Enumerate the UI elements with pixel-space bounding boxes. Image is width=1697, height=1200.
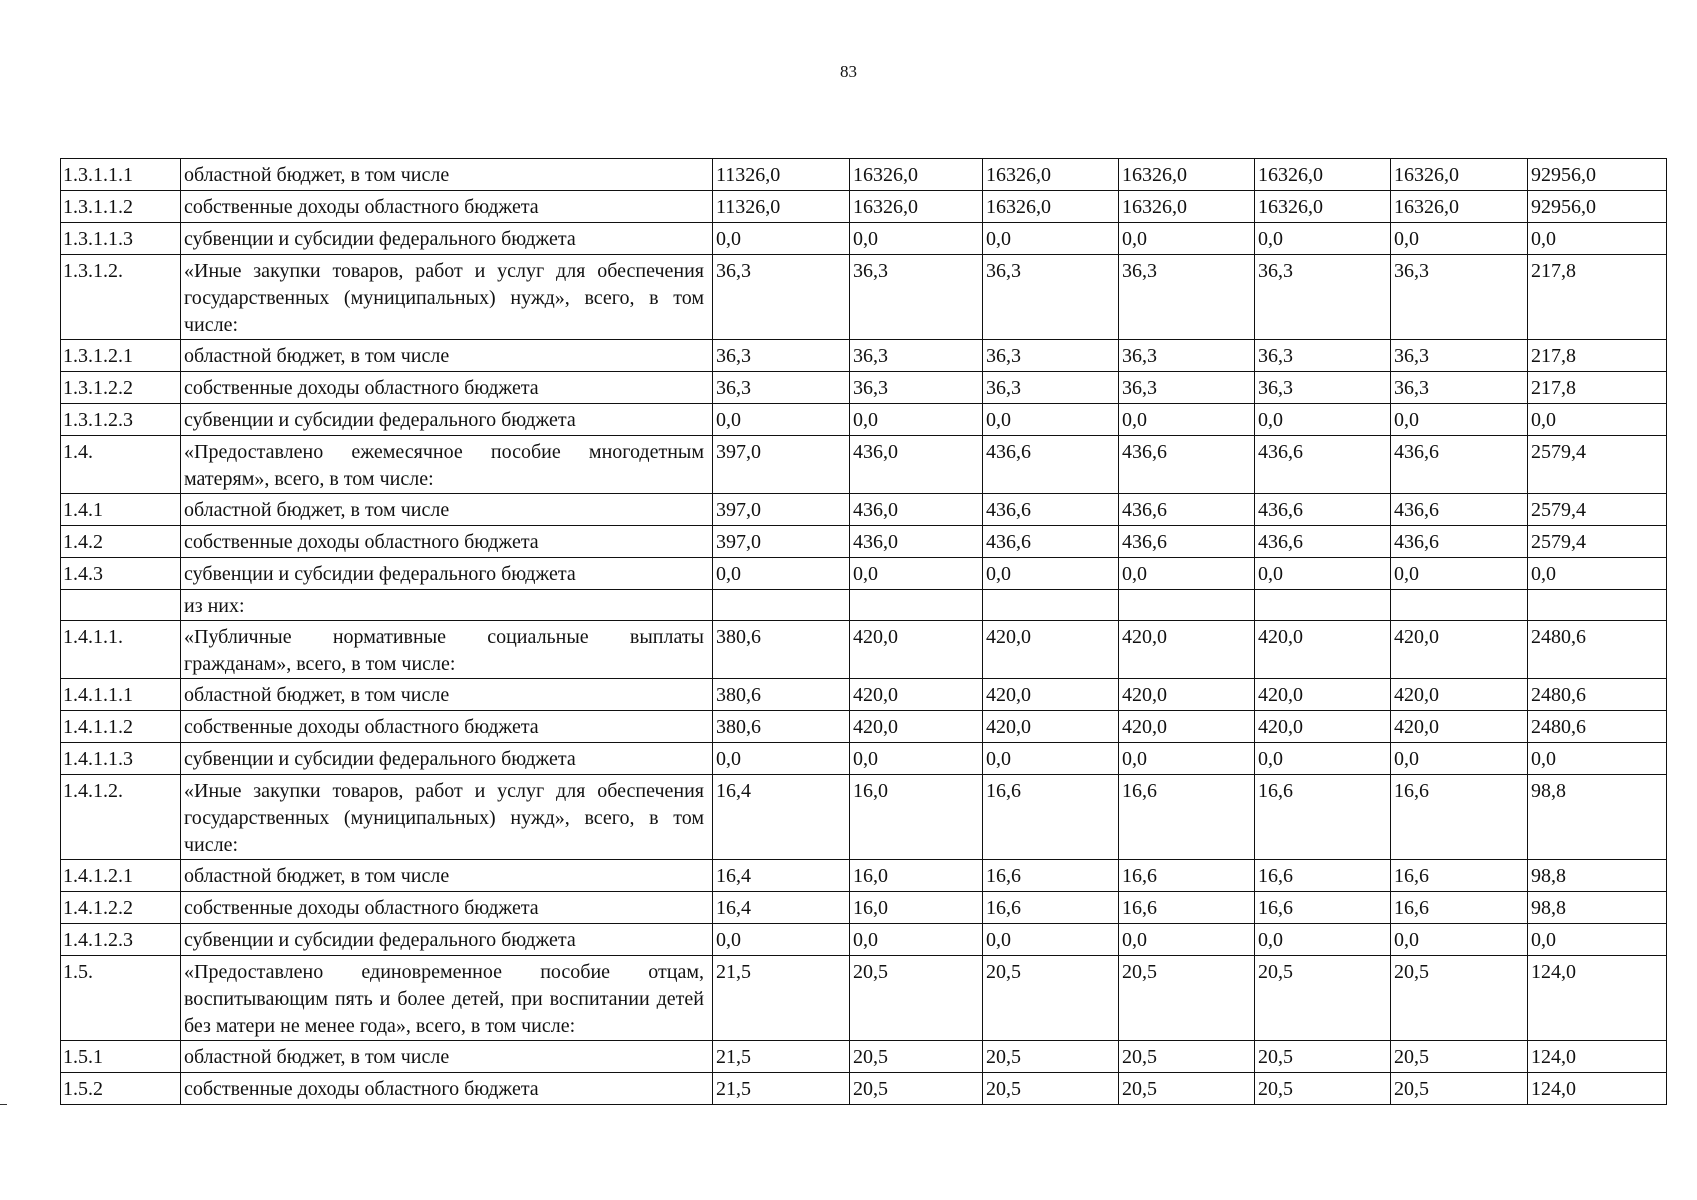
value-cell: 436,6: [1391, 526, 1528, 558]
value-cell: 0,0: [1528, 404, 1667, 436]
value-cell: 16,6: [1255, 860, 1391, 892]
value-cell: 420,0: [1255, 621, 1391, 679]
value-cell: 36,3: [713, 372, 850, 404]
value-cell: 11326,0: [713, 159, 850, 191]
table-row: [61, 679, 1667, 711]
value-cell: 36,3: [1391, 255, 1528, 340]
value-cell: 0,0: [1119, 924, 1255, 956]
value-cell: 20,5: [983, 1041, 1119, 1073]
value-cell: 0,0: [1391, 924, 1528, 956]
row-code: 1.4.1: [61, 494, 181, 526]
value-cell: 0,0: [1255, 558, 1391, 590]
value-cell: 36,3: [713, 340, 850, 372]
table-row: [61, 255, 1667, 340]
row-description: «Иные закупки товаров, работ и услуг для обеспечения государственных (муниципальных) нужд», всего, в том числе:: [181, 775, 713, 860]
value-cell: 0,0: [983, 223, 1119, 255]
value-cell: 0,0: [983, 924, 1119, 956]
value-cell: 16326,0: [1255, 191, 1391, 223]
value-cell: 2579,4: [1528, 436, 1667, 494]
value-cell: 16,6: [983, 892, 1119, 924]
value-cell: 436,6: [1255, 526, 1391, 558]
value-cell: 2579,4: [1528, 494, 1667, 526]
row-code: 1.3.1.1.1: [61, 159, 181, 191]
value-cell: 2480,6: [1528, 621, 1667, 679]
value-cell: 420,0: [983, 679, 1119, 711]
value-cell: 20,5: [850, 1041, 983, 1073]
value-cell: 0,0: [1391, 743, 1528, 775]
value-cell: 20,5: [850, 1073, 983, 1105]
value-cell: 92956,0: [1528, 159, 1667, 191]
row-description: субвенции и субсидии федерального бюджета: [181, 743, 713, 775]
value-cell: 0,0: [1528, 223, 1667, 255]
value-cell: 98,8: [1528, 860, 1667, 892]
row-code: 1.4.: [61, 436, 181, 494]
row-description: из них:: [181, 590, 713, 621]
value-cell: 16,6: [1391, 775, 1528, 860]
value-cell: 0,0: [1119, 743, 1255, 775]
value-cell: 380,6: [713, 679, 850, 711]
table-row: [61, 775, 1667, 860]
value-cell: 420,0: [850, 711, 983, 743]
value-cell: 0,0: [713, 558, 850, 590]
value-cell: 16326,0: [1391, 159, 1528, 191]
value-cell: 0,0: [1391, 404, 1528, 436]
row-code: 1.3.1.1.2: [61, 191, 181, 223]
row-description: «Публичные нормативные социальные выплаты гражданам», всего, в том числе:: [181, 621, 713, 679]
value-cell: [1528, 590, 1667, 621]
table-row: [61, 711, 1667, 743]
value-cell: 436,6: [1119, 526, 1255, 558]
table-row: [61, 892, 1667, 924]
value-cell: 21,5: [713, 1041, 850, 1073]
value-cell: 16326,0: [983, 191, 1119, 223]
value-cell: 0,0: [1119, 404, 1255, 436]
row-code: 1.4.1.1.2: [61, 711, 181, 743]
value-cell: 16326,0: [1391, 191, 1528, 223]
value-cell: 2480,6: [1528, 711, 1667, 743]
row-code: 1.4.1.1.1: [61, 679, 181, 711]
table-row: [61, 621, 1667, 679]
row-code: 1.4.3: [61, 558, 181, 590]
row-code: 1.4.2: [61, 526, 181, 558]
table-row: [61, 1041, 1667, 1073]
row-code: 1.3.1.1.3: [61, 223, 181, 255]
row-code: 1.3.1.2.: [61, 255, 181, 340]
value-cell: 420,0: [1391, 679, 1528, 711]
row-description: субвенции и субсидии федерального бюджета: [181, 404, 713, 436]
row-code: 1.4.1.1.: [61, 621, 181, 679]
value-cell: 36,3: [713, 255, 850, 340]
row-description: собственные доходы областного бюджета: [181, 892, 713, 924]
value-cell: 20,5: [1255, 956, 1391, 1041]
value-cell: 16,6: [1255, 892, 1391, 924]
value-cell: 36,3: [983, 372, 1119, 404]
value-cell: 0,0: [850, 223, 983, 255]
value-cell: 20,5: [983, 1073, 1119, 1105]
value-cell: 436,6: [1391, 494, 1528, 526]
row-code: 1.5.2: [61, 1073, 181, 1105]
margin-mark: [0, 1104, 7, 1105]
value-cell: 420,0: [1391, 621, 1528, 679]
value-cell: 36,3: [1255, 372, 1391, 404]
row-description: областной бюджет, в том числе: [181, 679, 713, 711]
value-cell: 16,4: [713, 892, 850, 924]
row-description: собственные доходы областного бюджета: [181, 526, 713, 558]
value-cell: 0,0: [1255, 924, 1391, 956]
row-code: 1.3.1.2.1: [61, 340, 181, 372]
value-cell: 420,0: [1119, 621, 1255, 679]
value-cell: 36,3: [1119, 372, 1255, 404]
row-code: 1.5.: [61, 956, 181, 1041]
table-row: [61, 372, 1667, 404]
table-row: [61, 860, 1667, 892]
row-code: 1.3.1.2.2: [61, 372, 181, 404]
value-cell: 16326,0: [1119, 191, 1255, 223]
value-cell: 16326,0: [983, 159, 1119, 191]
value-cell: 16,6: [1119, 775, 1255, 860]
value-cell: 20,5: [1391, 1073, 1528, 1105]
value-cell: 20,5: [983, 956, 1119, 1041]
value-cell: 36,3: [850, 255, 983, 340]
row-code: [61, 590, 181, 621]
table-row: [61, 743, 1667, 775]
page-number: 83: [840, 62, 857, 81]
value-cell: 436,0: [850, 436, 983, 494]
value-cell: 0,0: [1528, 924, 1667, 956]
row-code: 1.4.1.1.3: [61, 743, 181, 775]
value-cell: 20,5: [1391, 1041, 1528, 1073]
value-cell: 0,0: [1528, 558, 1667, 590]
value-cell: [1119, 590, 1255, 621]
value-cell: 0,0: [1391, 223, 1528, 255]
value-cell: 36,3: [1391, 340, 1528, 372]
value-cell: 16,6: [1391, 860, 1528, 892]
value-cell: 0,0: [713, 404, 850, 436]
row-description: «Предоставлено единовременное пособие отцам, воспитывающим пять и более детей, при воспитании детей без матери не менее года», всего, в том числе:: [181, 956, 713, 1041]
value-cell: 420,0: [1119, 711, 1255, 743]
value-cell: 16,0: [850, 892, 983, 924]
row-description: областной бюджет, в том числе: [181, 494, 713, 526]
row-description: областной бюджет, в том числе: [181, 860, 713, 892]
value-cell: 420,0: [850, 621, 983, 679]
value-cell: 380,6: [713, 711, 850, 743]
value-cell: 124,0: [1528, 956, 1667, 1041]
value-cell: 0,0: [1119, 223, 1255, 255]
row-code: 1.4.1.2.2: [61, 892, 181, 924]
value-cell: 16,0: [850, 860, 983, 892]
value-cell: 420,0: [1255, 679, 1391, 711]
value-cell: 0,0: [850, 743, 983, 775]
table-row: [61, 494, 1667, 526]
value-cell: 0,0: [713, 924, 850, 956]
row-code: 1.4.1.2.1: [61, 860, 181, 892]
table-row: [61, 924, 1667, 956]
value-cell: [1391, 590, 1528, 621]
row-code: 1.4.1.2.: [61, 775, 181, 860]
value-cell: 2579,4: [1528, 526, 1667, 558]
value-cell: 0,0: [1255, 223, 1391, 255]
value-cell: 0,0: [1391, 558, 1528, 590]
value-cell: 124,0: [1528, 1073, 1667, 1105]
value-cell: 0,0: [850, 558, 983, 590]
value-cell: 217,8: [1528, 372, 1667, 404]
value-cell: 420,0: [983, 621, 1119, 679]
row-description: областной бюджет, в том числе: [181, 1041, 713, 1073]
value-cell: 0,0: [713, 223, 850, 255]
value-cell: 20,5: [1255, 1041, 1391, 1073]
value-cell: 397,0: [713, 436, 850, 494]
value-cell: 36,3: [983, 340, 1119, 372]
value-cell: 16326,0: [850, 191, 983, 223]
value-cell: 36,3: [850, 372, 983, 404]
table-row: [61, 1073, 1667, 1105]
row-description: субвенции и субсидии федерального бюджета: [181, 924, 713, 956]
value-cell: 436,6: [1255, 494, 1391, 526]
value-cell: 217,8: [1528, 340, 1667, 372]
row-description: субвенции и субсидии федерального бюджета: [181, 223, 713, 255]
value-cell: 16,6: [1391, 892, 1528, 924]
value-cell: 16,6: [1119, 892, 1255, 924]
table-row: [61, 526, 1667, 558]
value-cell: 436,6: [983, 526, 1119, 558]
value-cell: 16,0: [850, 775, 983, 860]
value-cell: 36,3: [1119, 340, 1255, 372]
row-description: собственные доходы областного бюджета: [181, 711, 713, 743]
value-cell: 397,0: [713, 494, 850, 526]
value-cell: 124,0: [1528, 1041, 1667, 1073]
value-cell: 0,0: [983, 743, 1119, 775]
value-cell: 0,0: [850, 924, 983, 956]
value-cell: 20,5: [1119, 1073, 1255, 1105]
table-row: [61, 558, 1667, 590]
row-code: 1.3.1.2.3: [61, 404, 181, 436]
table-row: [61, 340, 1667, 372]
value-cell: 16326,0: [1255, 159, 1391, 191]
value-cell: 20,5: [1119, 1041, 1255, 1073]
table-row: [61, 404, 1667, 436]
row-code: 1.5.1: [61, 1041, 181, 1073]
value-cell: 20,5: [1255, 1073, 1391, 1105]
value-cell: 436,6: [1255, 436, 1391, 494]
value-cell: 217,8: [1528, 255, 1667, 340]
row-description: собственные доходы областного бюджета: [181, 191, 713, 223]
value-cell: 436,0: [850, 526, 983, 558]
value-cell: 420,0: [1119, 679, 1255, 711]
table-row: [61, 436, 1667, 494]
row-description: «Иные закупки товаров, работ и услуг для обеспечения государственных (муниципальных) нужд», всего, в том числе:: [181, 255, 713, 340]
value-cell: 20,5: [850, 956, 983, 1041]
value-cell: 420,0: [983, 711, 1119, 743]
value-cell: 92956,0: [1528, 191, 1667, 223]
value-cell: 16326,0: [850, 159, 983, 191]
value-cell: 2480,6: [1528, 679, 1667, 711]
row-description: собственные доходы областного бюджета: [181, 1073, 713, 1105]
value-cell: 380,6: [713, 621, 850, 679]
value-cell: 420,0: [1391, 711, 1528, 743]
value-cell: 36,3: [1255, 255, 1391, 340]
value-cell: 21,5: [713, 956, 850, 1041]
budget-table: [60, 158, 1667, 1105]
value-cell: 98,8: [1528, 892, 1667, 924]
value-cell: 36,3: [850, 340, 983, 372]
row-description: «Предоставлено ежемесячное пособие многодетным матерям», всего, в том числе:: [181, 436, 713, 494]
value-cell: 0,0: [713, 743, 850, 775]
row-description: областной бюджет, в том числе: [181, 159, 713, 191]
table-row: [61, 590, 1667, 621]
value-cell: 16,6: [1255, 775, 1391, 860]
value-cell: 16,4: [713, 860, 850, 892]
value-cell: 36,3: [1255, 340, 1391, 372]
row-code: 1.4.1.2.3: [61, 924, 181, 956]
table-row: [61, 223, 1667, 255]
value-cell: 436,6: [1119, 494, 1255, 526]
value-cell: 0,0: [1119, 558, 1255, 590]
table-row: [61, 191, 1667, 223]
value-cell: 20,5: [1119, 956, 1255, 1041]
row-description: областной бюджет, в том числе: [181, 340, 713, 372]
value-cell: 16,6: [983, 860, 1119, 892]
table-row: [61, 159, 1667, 191]
value-cell: [983, 590, 1119, 621]
row-description: собственные доходы областного бюджета: [181, 372, 713, 404]
value-cell: 397,0: [713, 526, 850, 558]
value-cell: 36,3: [983, 255, 1119, 340]
value-cell: 16,4: [713, 775, 850, 860]
value-cell: [1255, 590, 1391, 621]
value-cell: 16326,0: [1119, 159, 1255, 191]
table-row: [61, 956, 1667, 1041]
value-cell: 420,0: [850, 679, 983, 711]
value-cell: 0,0: [850, 404, 983, 436]
value-cell: 0,0: [983, 404, 1119, 436]
value-cell: 0,0: [1255, 743, 1391, 775]
value-cell: 436,6: [983, 436, 1119, 494]
value-cell: 20,5: [1391, 956, 1528, 1041]
value-cell: 98,8: [1528, 775, 1667, 860]
value-cell: 0,0: [1528, 743, 1667, 775]
value-cell: [850, 590, 983, 621]
value-cell: 36,3: [1391, 372, 1528, 404]
value-cell: 436,6: [1391, 436, 1528, 494]
table-body: [61, 159, 1667, 1105]
value-cell: 11326,0: [713, 191, 850, 223]
value-cell: 0,0: [1255, 404, 1391, 436]
value-cell: 436,6: [983, 494, 1119, 526]
value-cell: 16,6: [983, 775, 1119, 860]
value-cell: 36,3: [1119, 255, 1255, 340]
value-cell: 436,6: [1119, 436, 1255, 494]
value-cell: [713, 590, 850, 621]
value-cell: 420,0: [1255, 711, 1391, 743]
value-cell: 436,0: [850, 494, 983, 526]
value-cell: 0,0: [983, 558, 1119, 590]
value-cell: 21,5: [713, 1073, 850, 1105]
value-cell: 16,6: [1119, 860, 1255, 892]
row-description: субвенции и субсидии федерального бюджета: [181, 558, 713, 590]
